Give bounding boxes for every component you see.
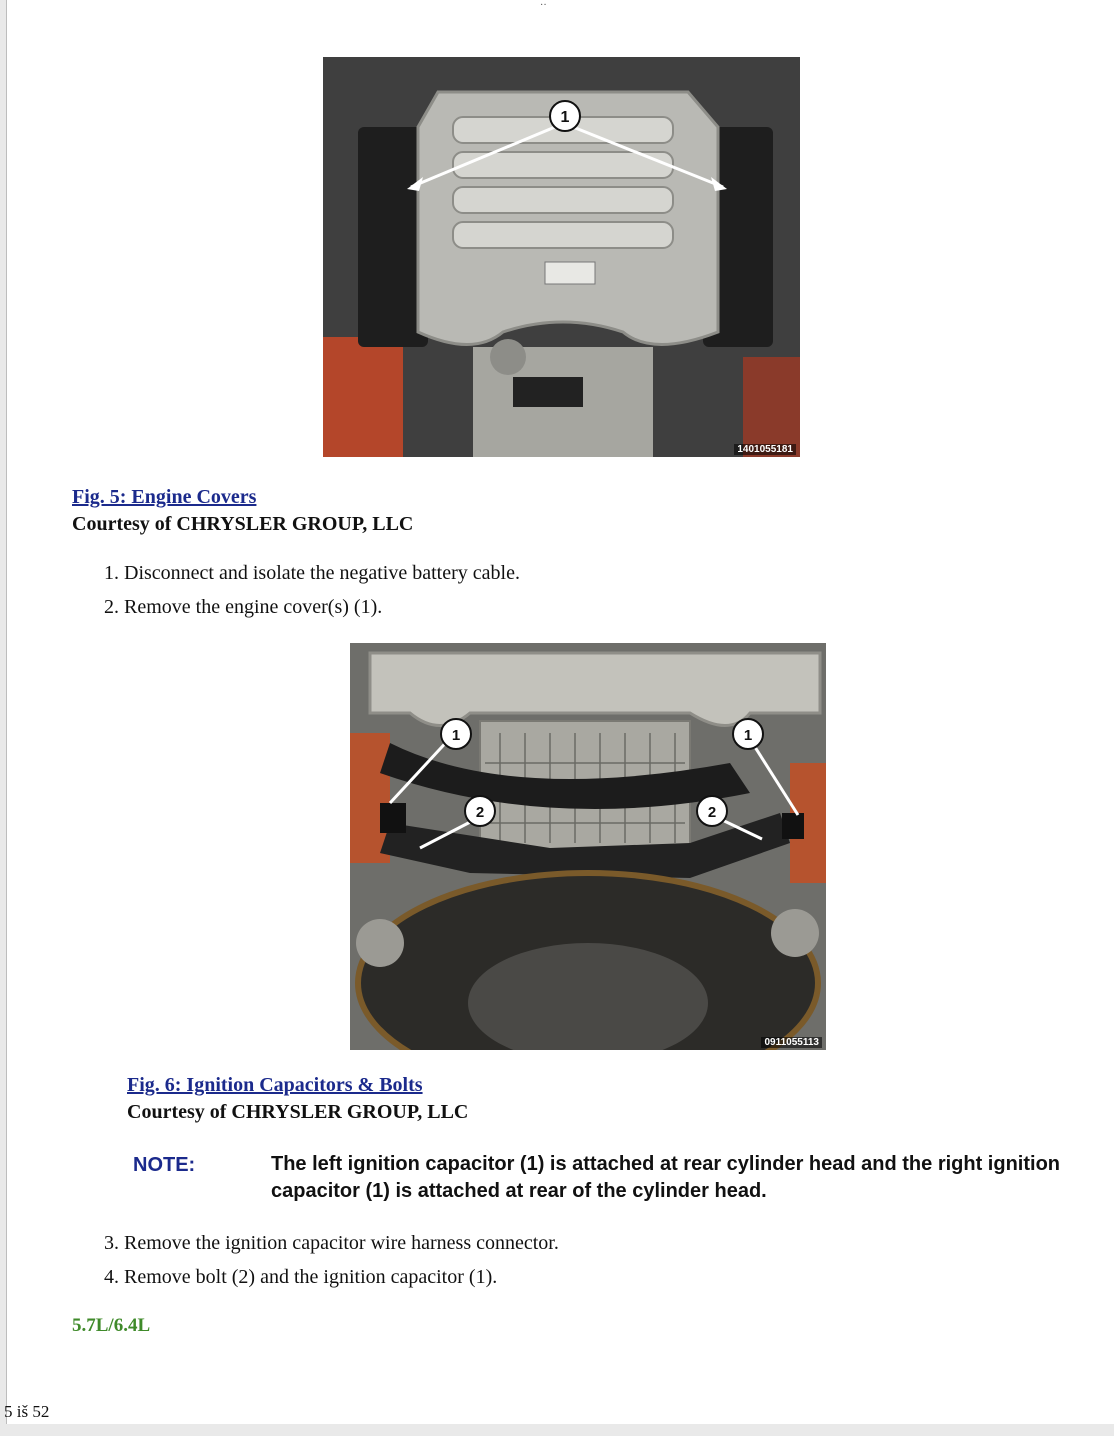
figure-5-title-link[interactable]: Fig. 5: Engine Covers [72,486,257,508]
photo-id: 0911055113 [761,1037,822,1048]
callout-1-right: 1 [743,727,753,744]
callout-2-right: 2 [707,804,717,821]
figure-6-title-link[interactable]: Fig. 6: Ignition Capacitors & Bolts [127,1074,423,1096]
engine-covers-illustration [323,57,800,457]
note-label: NOTE: [133,1154,196,1176]
ignition-capacitors-illustration [350,643,826,1050]
step-item: 3. Remove the ignition capacitor wire harness connector. [104,1232,559,1254]
header-mark: ·· [540,0,547,11]
figure-5-courtesy: Courtesy of CHRYSLER GROUP, LLC [72,513,414,535]
ignition-capacitors-photo [350,643,826,1050]
page-number: 5 iš 52 [4,1402,50,1421]
step-item: 2. Remove the engine cover(s) (1). [104,596,383,618]
steps-list-1 [104,562,520,630]
photo-id: 1401055181 [734,444,796,455]
steps-list-2 [104,1232,559,1300]
step-item: 1. Disconnect and isolate the negative battery cable. [104,562,520,584]
engine-covers-photo [323,57,800,457]
document-page [6,0,1114,1424]
section-heading: 5.7L/6.4L [72,1315,151,1336]
callout-2-left: 2 [475,804,485,821]
figure-6-courtesy: Courtesy of CHRYSLER GROUP, LLC [127,1101,469,1123]
note-text: The left ignition capacitor (1) is attached at rear cylinder head and the right ignition capacitor (1) is attached at rear of the cylinder head. [271,1153,1061,1202]
callout-1: 1 [560,109,570,126]
step-item: 4. Remove bolt (2) and the ignition capacitor (1). [104,1266,498,1288]
callout-1-left: 1 [451,727,461,744]
